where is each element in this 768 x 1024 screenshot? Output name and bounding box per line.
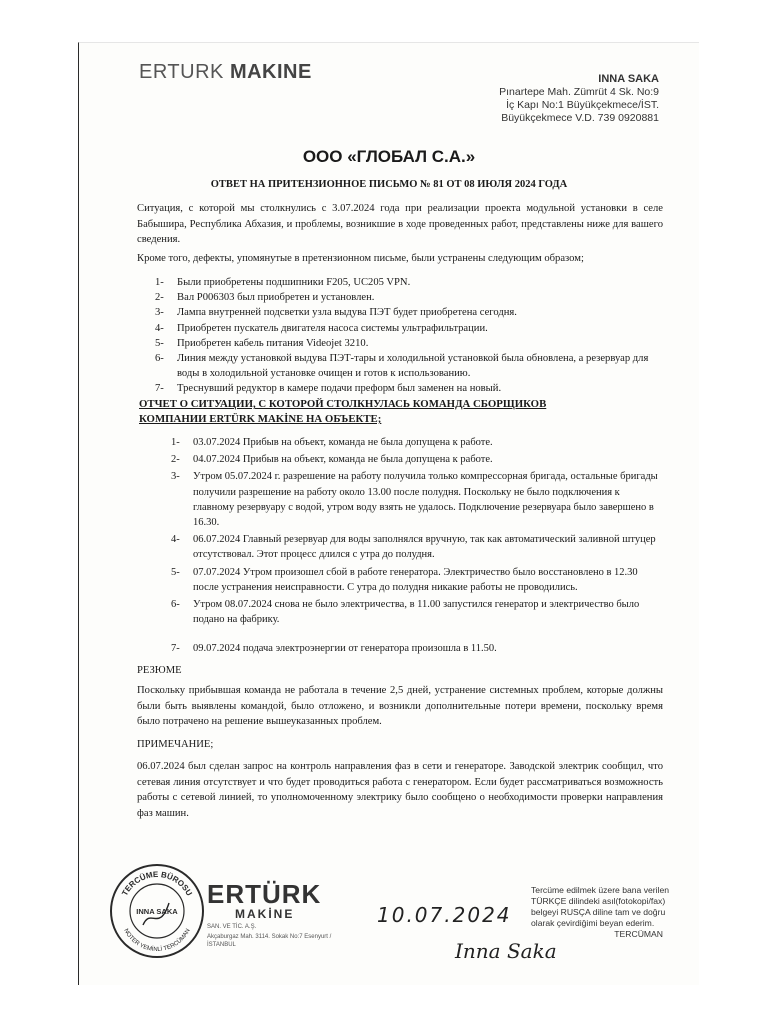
stamp-seal-icon <box>109 863 205 959</box>
handwritten-signature: Inna Saka <box>455 939 557 963</box>
summary-title: РЕЗЮМЕ <box>137 665 182 676</box>
translator-certification <box>531 885 681 940</box>
list-item: 7- 09.07.2024 подача электроэнергии от генератора произошла в 11.50. <box>171 643 497 655</box>
stamp-top-text: TERCÜME BÜROSU <box>120 869 194 898</box>
document-subtitle: ОТВЕТ НА ПРИТЕНЗИОННОЕ ПИСЬМО № 81 ОТ 08 ИЮЛЯ 2024 ГОДА <box>210 179 568 190</box>
company-brand: ERTÜRK <box>207 879 322 909</box>
handwritten-date: 10.07.2024 <box>377 903 512 927</box>
report-heading: ОТЧЕТ О СИТУАЦИИ, С КОТОРОЙ СТОЛКНУЛАСЬ КОМАНДА СБОРЩИКОВ КОМПАНИИ ERTÜRK MAKİNE НА ОБЪЕКТЕ; <box>139 398 547 425</box>
company-type: SAN. VE TİC. A.Ş. <box>207 924 257 930</box>
translator-tax-line: Büyükçekmece V.D. 739 0920881 <box>501 112 659 124</box>
list-item: 6- Утром 08.07.2024 снова не было электричества, в 11.00 запустился генератор и электричество было подано на фабрику. <box>171 599 640 626</box>
stamp-center-text: INNA SAKA <box>136 907 178 916</box>
document-page <box>78 42 699 985</box>
translator-name: INNA SAKA <box>598 73 659 85</box>
translator-stamp <box>109 863 205 959</box>
intro-paragraph: Ситуация, с которой мы столкнулись с 3.07.2024 года при реализации проекта модульной установки в селе Бабышира, Республика Абхазия, и проблемы, возникшие в ходе проведенных работ, представлены ниже для вашего сведения. <box>137 203 663 245</box>
list-item: 3- Утром 05.07.2024 г. разрешение на работу получила только компрессорная бригада, остальные бригады получили разрешение на работу около 13.00 после полудня. Поскольку не было подключения к главному резервуару с водой, утром воду взять не удалось. Подключение резервуара было завершено в 16.30. <box>171 471 658 529</box>
logo-right: MAKINE <box>229 61 312 83</box>
defects-intro: Кроме того, дефекты, упомянутые в претензионном письме, были устранены следующим образом; <box>137 253 584 264</box>
list-item: 2- 04.07.2024 Прибыв на объект, команда не была допущена к работе. <box>171 454 493 466</box>
translator-address-line: İç Kapı No:1 Büyükçekmece/İST. <box>506 99 659 111</box>
list-item: 4- 06.07.2024 Главный резервуар для воды заполнялся вручную, так как автоматический заливной штуцер отсутствовал. Этот процесс длился с утра до полудня. <box>171 534 656 561</box>
note-title: ПРИМЕЧАНИЕ; <box>137 739 214 750</box>
company-brand-secondary: MAKİNE <box>235 907 295 921</box>
list-item: 3- Лампа внутренней подсветки узла выдува ПЭТ будет приобретена сегодня. <box>155 307 517 319</box>
list-item: 1- 03.07.2024 Прибыв на объект, команда не была допущена к работе. <box>171 437 493 448</box>
list-item: 4- Приобретен пускатель двигателя насоса системы ультрафильтрации. <box>155 322 488 334</box>
company-stamp <box>207 881 357 949</box>
list-item: 2- Вал P006303 был приобретен и установлен. <box>155 292 375 304</box>
translator-block <box>459 73 659 125</box>
note-paragraph: 06.07.2024 был сделан запрос на контроль направления фаз в сети и генераторе. Заводской электрик сообщил, что сетевая линия отсутствует и что будет проводиться работа с генератором. Если будет рассматриваться возможность работы с сетевой линией, то уполномоченному электрику было сообщено о необходимости проверки направления фаз машин. <box>137 761 663 819</box>
list-item: 1- Были приобретены подшипники F205, UC205 VPN. <box>155 277 411 288</box>
list-item: 7- Треснувший редуктор в камере подачи преформ был заменен на новый. <box>155 383 502 395</box>
document-title: ООО «ГЛОБАЛ С.А.» <box>302 147 476 166</box>
stamp-bottom-text: NOTER YEMİNLİ TERCÜMAN <box>122 927 192 954</box>
list-item: 5- Приобретен кабель питания Videojet 3210. <box>155 337 369 349</box>
logo-left: ERTURK <box>139 61 224 83</box>
summary-paragraph: Поскольку прибывшая команда не работала в течение 2,5 дней, устранение системных проблем, которые должны были быть выявлены командой, было отложено, и возникли дополнительные потери времени, поскольку время было потрачено на решение вышеуказанных проблем. <box>137 685 663 727</box>
certification-role: TERCÜMAN <box>614 929 663 939</box>
company-address: Akçaburgaz Mah. 3114. Sokak No:7 Esenyurt / İSTANBUL <box>207 934 332 948</box>
certification-text: Tercüme edilmek üzere bana verilen TÜRKÇE dilindeki asıl(fotokopi/fax) belgeyi RUSÇA diline tam ve doğru olarak çevirdiğimi beyan ederim. <box>531 885 670 928</box>
report-list <box>171 435 663 659</box>
defects-list <box>155 275 665 397</box>
company-logo <box>139 61 312 84</box>
translator-address-line: Pınartepe Mah. Zümrüt 4 Sk. No:9 <box>499 86 659 98</box>
list-item: 5- 07.07.2024 Утром произошел сбой в работе генератора. Электричество было восстановлено в 12.30 после устранения неисправности. С утра до полудня никакие работы не проводились. <box>171 566 638 593</box>
list-item: 6- Линия между установкой выдува ПЭТ-тары и холодильной установкой была обновлена, а резервуар для воды в холодильной установке очищен и готов к использованию. <box>155 353 649 380</box>
